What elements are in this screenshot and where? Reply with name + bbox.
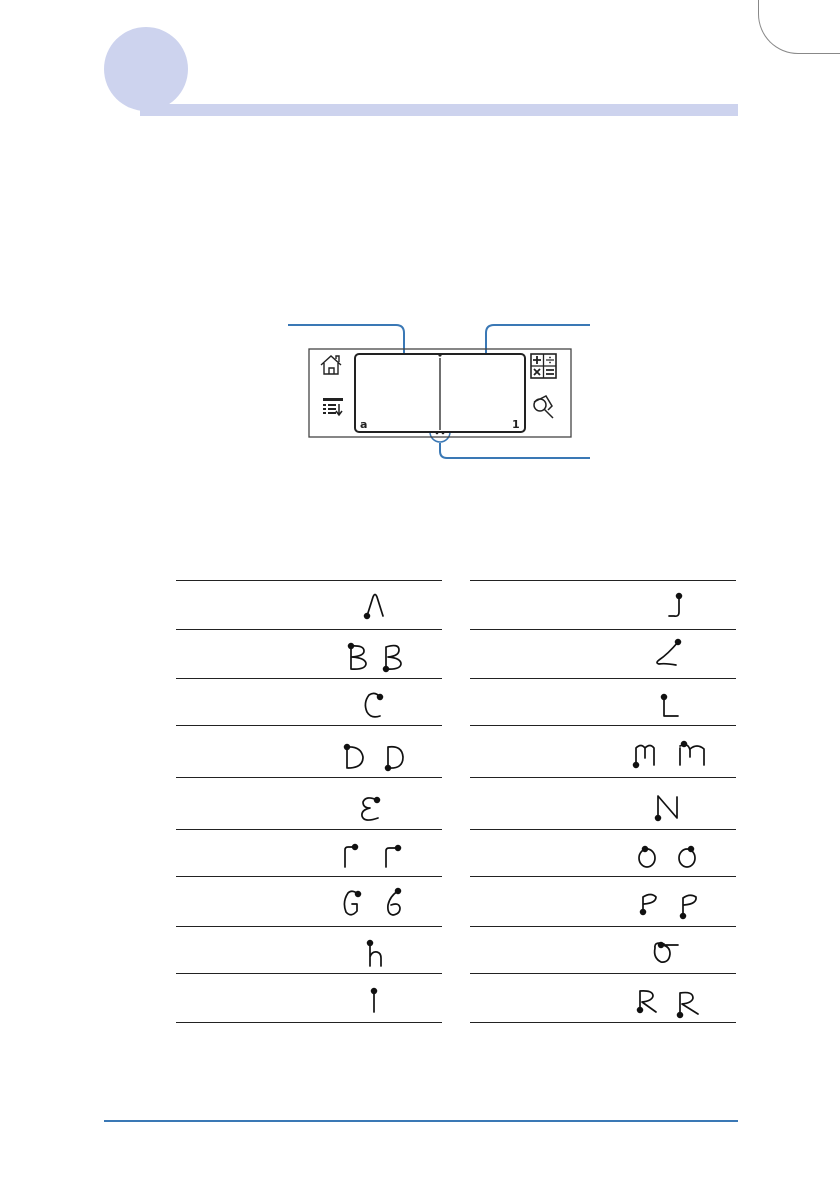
stroke-A	[365, 595, 383, 619]
stroke-D	[345, 745, 403, 771]
stroke-E	[362, 798, 380, 820]
footer-rule	[104, 1120, 738, 1122]
stroke-L	[662, 695, 678, 716]
stroke-P	[641, 895, 696, 919]
stroke-H	[368, 941, 381, 966]
letter-mode-indicator: a	[360, 418, 368, 431]
stroke-F	[345, 845, 400, 867]
stroke-O	[639, 847, 695, 867]
stroke-N	[656, 796, 677, 820]
stroke-M	[634, 742, 704, 768]
stroke-I	[372, 989, 377, 1012]
stroke-B	[349, 644, 401, 672]
stroke-C	[365, 693, 382, 717]
stroke-G	[344, 889, 400, 915]
stroke-J	[669, 594, 681, 617]
number-mode-indicator: 1	[512, 418, 520, 431]
stroke-K	[657, 640, 680, 665]
stroke-R	[638, 991, 698, 1018]
stroke-Q	[655, 943, 678, 963]
